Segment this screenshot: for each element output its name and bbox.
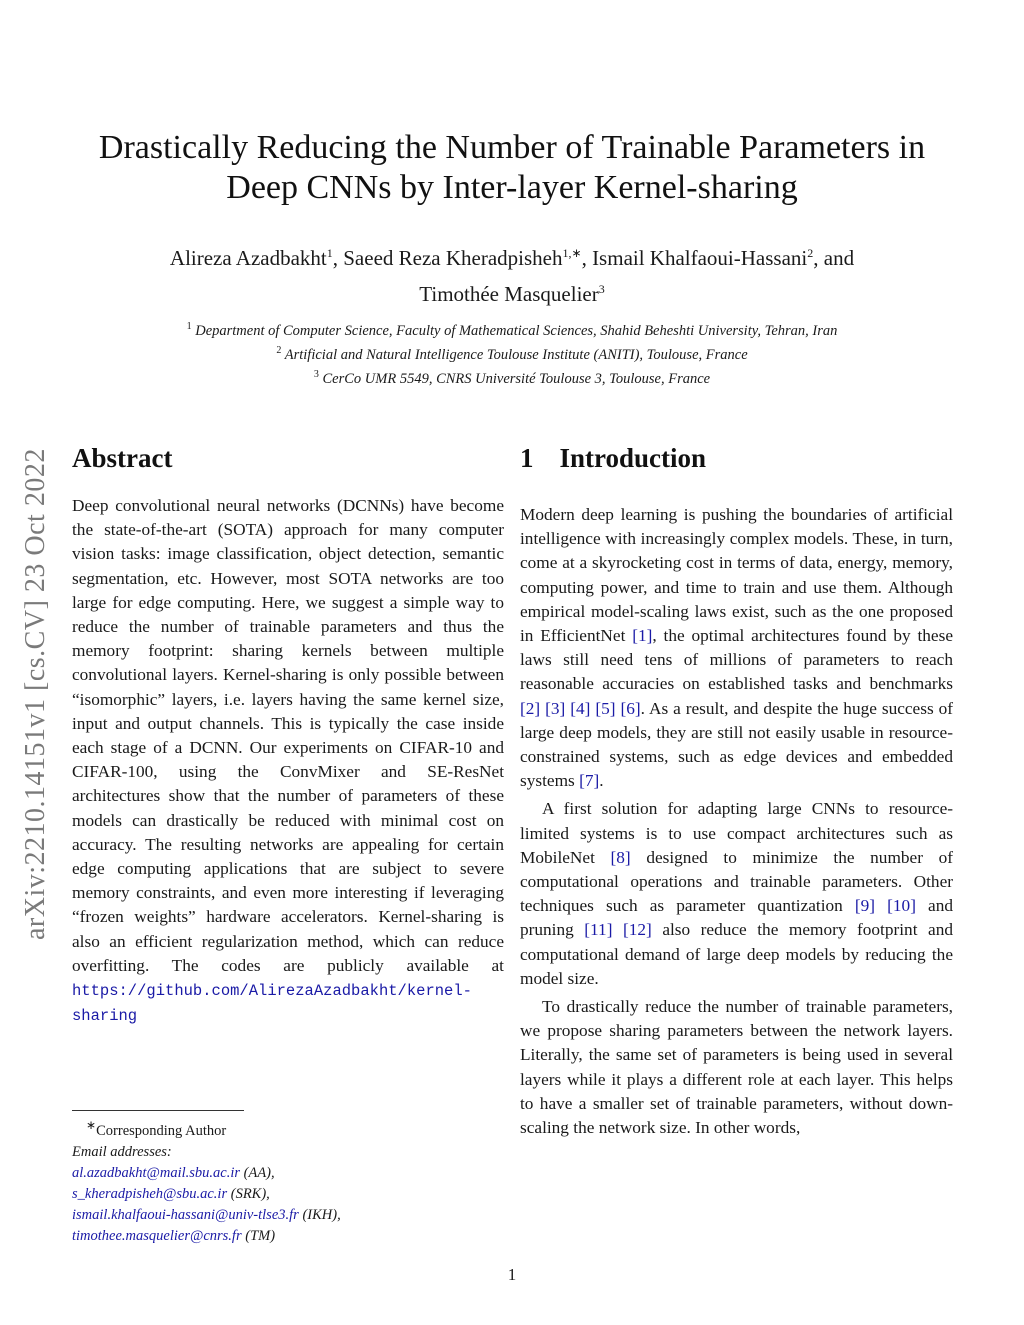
abstract-body <box>72 494 504 1028</box>
author-sup: 3 <box>598 282 605 296</box>
author-separator: , <box>581 246 593 270</box>
email-link[interactable]: ismail.khalfaoui-hassani@univ-tlse3.fr <box>72 1206 299 1223</box>
author-sup: 1 <box>326 246 333 260</box>
email-link[interactable]: timothee.masquelier@cnrs.fr <box>72 1227 242 1244</box>
intro-heading <box>520 443 706 474</box>
corresponding-note: ∗Corresponding Author <box>86 1118 227 1139</box>
email-link[interactable]: s_kheradpisheh@sbu.ac.ir <box>72 1185 228 1202</box>
email-entry: timothee.masquelier@cnrs.fr (TM) <box>72 1227 276 1244</box>
affiliation: $^3$ CerCo UMR 5549, CNRS Université Toulouse 3, Toulouse, France <box>313 368 711 387</box>
citation-link[interactable]: [2] <box>520 698 541 718</box>
author-list <box>60 238 964 310</box>
author-separator: , <box>332 246 344 270</box>
author-name: Ismail Khalfaoui-Hassani <box>592 246 808 270</box>
author-separator: , and <box>813 246 855 270</box>
citation-link[interactable]: [9] <box>854 896 876 916</box>
citation-link[interactable]: [10] <box>887 896 916 916</box>
citation-link[interactable]: [11] <box>584 920 613 940</box>
title-line-1: Drastically Reducing the Number of Trainable Parameters in <box>98 129 926 166</box>
author-sup: 2 <box>807 246 814 260</box>
code-repo-link[interactable]: https://github.com/AlirezaAzadbakht/kernel-sharing <box>72 982 472 1026</box>
affiliation: $^1$ Department of Computer Science, Faculty of Mathematical Sciences, Shahid Beheshti University, Tehran, Iran <box>186 321 838 339</box>
author-line-1 <box>60 238 964 274</box>
abstract-paragraph: Deep convolutional neural networks (DCNNs) have become the state-of-the-art (SOTA) approach for many computer vision tasks: image classification, object detection, semantic segmentation, etc. However, most SOTA networks are too large for edge computing. Here, we suggest a simple way to reduce the number of trainable parameters and thus the memory footprint: sharing kernels between multiple convolutional layers. Kernel-sharing is only possible between “isomorphic” layers, i.e. layers having the same kernel size, input and output channels. This is typically the case inside each stage of a DCNN. Our experiments on CIFAR-10 and CIFAR-100, using the ConvMixer and SE-ResNet architectures show that the number of parameters of these models can drastically be reduced with minimal cost on accuracy. The resulting networks are appealing for certain edge computing applications that are subject to severe memory constraints, and even more interesting if leveraging “frozen weights” hardware accelerators. Kernel-sharing is also an efficient regularization method, which can reduce overfitting. The codes are publicly available at https://github.com/AlirezaAzadbakht/kernel-sharing <box>72 496 504 1026</box>
author-name: Timothée Masquelier <box>419 282 599 306</box>
citation-link[interactable]: [5] <box>595 698 616 718</box>
email-label: Email addresses: <box>72 1143 172 1160</box>
footnote-rule <box>72 1110 244 1111</box>
intro-paragraph-1: Modern deep learning is pushing the boundaries of artificial intelligence with increasingly complex models. These, in turn, come at a skyrocketing cost in terms of data, energy, memory, computing power, and time to train and use them. Although empirical model-scaling laws exist, such as the one proposed in EfficientNet [1], the optimal architectures found by these laws still need tens of millions of parameters to reach reasonable accuracies on established tasks and benchmarks [2] [3] [4] [5] [6]. As a result, and despite the huge success of large deep models, they are still not easily usable in resource-constrained systems, such as edge devices and embedded systems [7]. <box>520 505 954 791</box>
author-name: Saeed Reza Kheradpisheh <box>343 246 563 270</box>
author-line-2 <box>60 274 964 310</box>
footnote <box>72 1115 512 1247</box>
page-number: 1 <box>507 1265 517 1284</box>
citation-link[interactable]: [12] <box>622 920 652 940</box>
citation-link[interactable]: [7] <box>579 771 600 791</box>
intro-body <box>520 503 953 1140</box>
email-entry: al.azadbakht@mail.sbu.ac.ir (AA), <box>72 1164 275 1181</box>
intro-paragraph-2: A first solution for adapting large CNNs to resource-limited systems is to use compact architectures such as MobileNet [8] designed to minimize the number of computational operations and trainable parameters. Other techniques such as parameter quantization [9] [10] and pruning [11] [12] also reduce the memory footprint and computational demand of large deep models by reducing the model size. <box>520 799 954 988</box>
citation-link[interactable]: [1] <box>632 626 653 646</box>
email-link[interactable]: al.azadbakht@mail.sbu.ac.ir <box>72 1164 241 1181</box>
affiliation-list <box>60 317 964 388</box>
section-title: Introduction <box>559 443 707 473</box>
citation-link[interactable]: [4] <box>570 698 591 718</box>
abstract-heading: Abstract <box>72 443 173 473</box>
section-number: 1 <box>520 443 534 473</box>
title-line-2: Deep CNNs by Inter-layer Kernel-sharing <box>226 169 798 206</box>
arxiv-stamp: arXiv:2210.14151v1 [cs.CV] 23 Oct 2022 <box>20 448 51 940</box>
author-name: Alireza Azadbakht <box>169 246 327 270</box>
citation-link[interactable]: [6] <box>620 698 641 718</box>
author-sup: 1,∗ <box>562 246 582 260</box>
citation-link[interactable]: [8] <box>610 847 631 867</box>
citation-link[interactable]: [3] <box>545 698 566 718</box>
affiliation: $^2$ Artificial and Natural Intelligence Toulouse Institute (ANITI), Toulouse, France <box>276 344 748 363</box>
intro-paragraph-3: To drastically reduce the number of trainable parameters, we propose sharing parameters between the network layers. Literally, the same set of parameters is being used in several layers while it plays a different role at each layer. This helps to have a smaller set of trainable parameters, without down-scaling the network size. In other words, <box>520 997 953 1138</box>
paper-title <box>60 128 964 208</box>
email-entry: s_kheradpisheh@sbu.ac.ir (SRK), <box>72 1185 270 1202</box>
email-entry: ismail.khalfaoui-hassani@univ-tlse3.fr (IKH), <box>72 1206 341 1223</box>
